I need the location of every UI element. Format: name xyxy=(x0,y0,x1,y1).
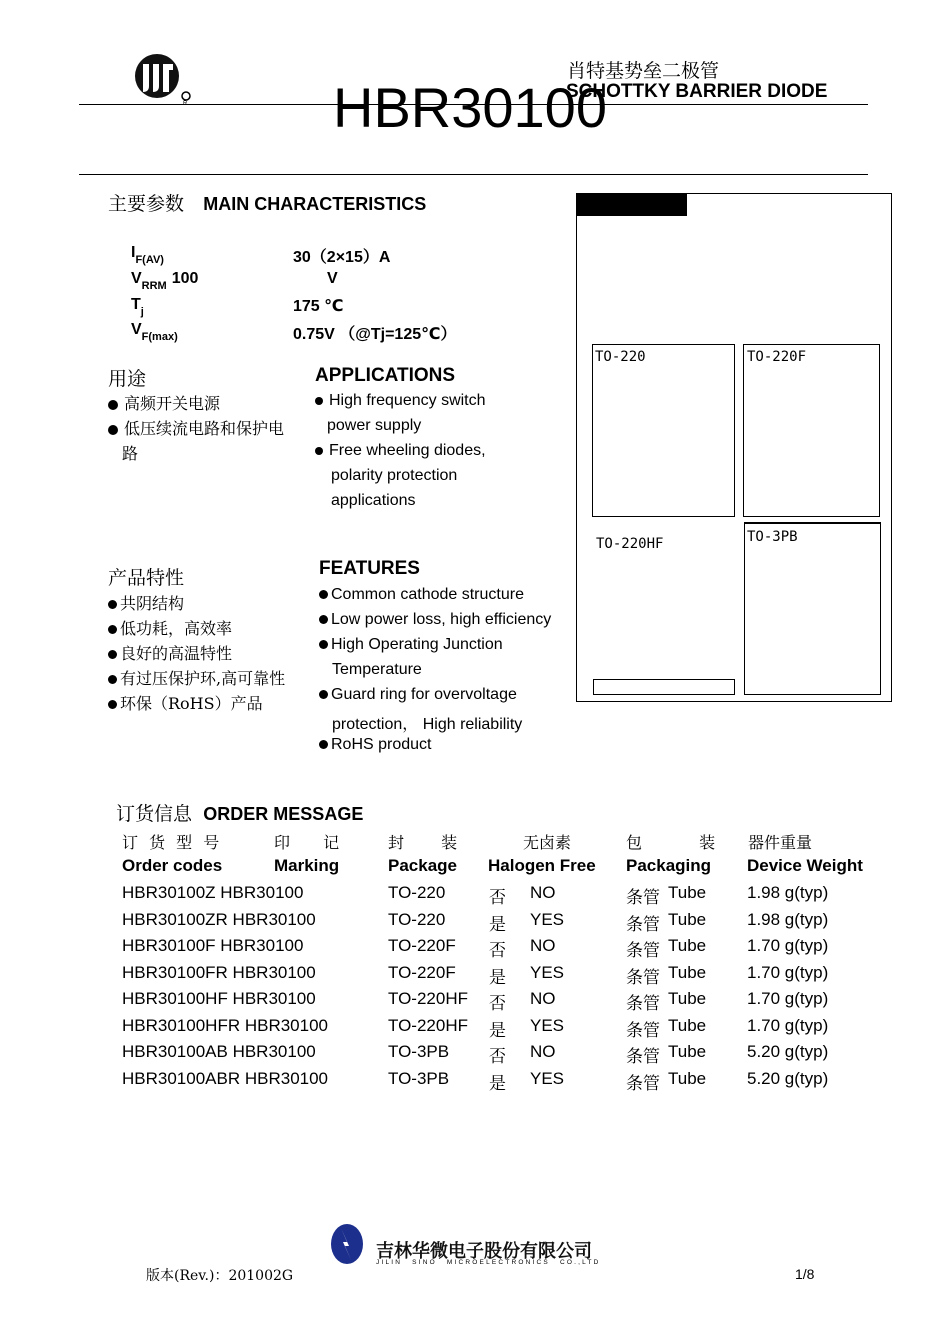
bullet-icon xyxy=(108,700,117,709)
table-row xyxy=(0,1016,950,1042)
table-cell: TO-220 xyxy=(388,909,446,929)
order-heading-cn: 订货信息 xyxy=(116,803,193,825)
package-label: TO-220 xyxy=(595,349,646,365)
table-cell: NO xyxy=(530,989,556,1008)
table-cell: TO-220HF xyxy=(388,1015,468,1035)
feature-en-text: Low power loss, high efficiency xyxy=(331,611,552,628)
param-symbol xyxy=(131,296,144,318)
bullet-icon xyxy=(108,400,118,410)
title-en: SCHOTTKY BARRIER DIODE xyxy=(566,81,828,102)
table-cell: HBR30100ZR HBR30100 xyxy=(122,909,316,929)
section-rule xyxy=(79,174,868,175)
header-cell: Marking xyxy=(274,856,340,875)
feature-en-text: protection， High reliability xyxy=(332,716,523,733)
table-cell: TO-220F xyxy=(388,962,456,982)
param-symbol xyxy=(131,270,198,292)
param-symbol-subscript: j xyxy=(140,306,144,318)
param-symbol-subscript: RRM xyxy=(141,280,167,292)
revision-text: 版本(Rev.)：201002G xyxy=(146,1268,294,1284)
header-cell: 包 装 xyxy=(626,833,716,852)
feature-cn-text: 良好的高温特性 xyxy=(120,644,233,663)
feature-en-item xyxy=(319,686,517,704)
table-cell: 条管 xyxy=(626,1047,660,1067)
param-symbol-letter: T xyxy=(131,296,141,313)
table-cell: Tube xyxy=(668,909,707,929)
table-cell: Tube xyxy=(668,883,707,902)
header-cell: Package xyxy=(388,856,457,875)
bullet-icon xyxy=(319,590,328,599)
part-number: HBR30100 xyxy=(333,76,607,139)
table-cell: HBR30100AB HBR30100 xyxy=(122,1042,316,1061)
header-cell: 器件重量 xyxy=(748,833,813,852)
feature-cn-item xyxy=(108,641,232,664)
package-label: TO-3PB xyxy=(747,529,798,545)
feature-en-item xyxy=(332,711,522,734)
feature-en-item xyxy=(319,636,503,654)
feature-cn-text: 低功耗，高效率 xyxy=(120,619,233,638)
heading-cn: 主要参数 xyxy=(108,193,185,215)
table-row xyxy=(0,1069,950,1095)
app-en-item: power supply xyxy=(327,417,422,434)
footer-company-cn: 吉林华微电子股份有限公司 xyxy=(376,1241,592,1261)
bullet-icon xyxy=(108,425,118,435)
package-box-to220hf xyxy=(593,679,735,695)
app-en-item: Free wheeling diodes, xyxy=(315,442,486,460)
table-cell: Tube xyxy=(668,1015,707,1035)
app-cn-item: 高频开关电源 xyxy=(108,391,220,414)
param-symbol-extra: 100 xyxy=(171,270,199,287)
feature-en-text: RoHS product xyxy=(331,736,432,753)
table-row xyxy=(0,963,950,989)
table-cell: NO xyxy=(530,1042,556,1061)
table-cell: 条管 xyxy=(626,941,660,961)
bullet-icon xyxy=(319,740,328,749)
table-cell: 条管 xyxy=(626,1073,660,1094)
footer-company-en: JILIN SINO MICROELECTRONICS CO.,LTD xyxy=(376,1259,601,1266)
feature-cn-item xyxy=(108,691,263,714)
bullet-icon xyxy=(108,625,117,634)
features-heading-cn: 产品特性 xyxy=(108,567,185,589)
feature-en-text: Guard ring for overvoltage xyxy=(331,686,517,703)
table-cell: 否 xyxy=(489,1047,506,1067)
package-label: TO-220HF xyxy=(596,536,664,552)
table-cell: Tube xyxy=(668,962,707,982)
table-cell: 5.20 g(typ) xyxy=(747,1068,829,1088)
title-cn: 肖特基势垒二极管 xyxy=(567,60,720,82)
table-cell: HBR30100F HBR30100 xyxy=(122,936,304,955)
table-cell: YES xyxy=(530,962,565,982)
table-cell: YES xyxy=(530,1015,565,1035)
applications-heading-cn: 用途 xyxy=(108,368,147,390)
bullet-icon xyxy=(315,447,323,455)
param-symbol xyxy=(131,244,164,266)
header-cell: 封 装 xyxy=(388,833,458,852)
header-cell: 无卤素 xyxy=(523,833,572,852)
bullet-icon xyxy=(108,675,117,684)
table-cell: 条管 xyxy=(626,1020,660,1041)
param-symbol-subscript: F(AV) xyxy=(135,254,164,266)
table-cell: 1.70 g(typ) xyxy=(747,936,829,955)
table-cell: NO xyxy=(530,883,556,902)
order-heading-en: ORDER MESSAGE xyxy=(203,804,364,824)
feature-en-item xyxy=(319,736,432,754)
package-label: TO-220F xyxy=(747,349,807,365)
order-header-en xyxy=(0,856,950,882)
bullet-icon xyxy=(315,397,323,405)
features-heading-en: FEATURES xyxy=(319,558,420,579)
bullet-icon xyxy=(319,690,328,699)
feature-en-text: Temperature xyxy=(332,661,422,678)
package-panel-header-bar xyxy=(577,194,687,216)
header-cell: Device Weight xyxy=(747,856,863,875)
package-box-to220f xyxy=(743,344,880,517)
footer-page-number: 1/8 xyxy=(795,1266,815,1282)
table-cell: TO-3PB xyxy=(388,1042,450,1061)
app-en-item: polarity protection xyxy=(331,467,458,484)
param-symbol-subscript: F(max) xyxy=(141,331,178,343)
table-cell: HBR30100HFR HBR30100 xyxy=(122,1015,328,1035)
feature-en-item xyxy=(319,586,524,604)
table-cell: 条管 xyxy=(626,994,660,1014)
app-en-item: applications xyxy=(331,492,416,509)
table-cell: HBR30100HF HBR30100 xyxy=(122,989,316,1008)
table-cell: 条管 xyxy=(626,967,660,988)
table-cell: 否 xyxy=(489,941,506,961)
main-characteristics-heading xyxy=(108,189,426,216)
feature-en-item xyxy=(332,661,422,679)
table-row xyxy=(0,1042,950,1068)
feature-cn-text: 环保（RoHS）产品 xyxy=(120,694,263,713)
bullet-icon xyxy=(108,650,117,659)
table-cell: 条管 xyxy=(626,888,660,908)
table-cell: 1.98 g(typ) xyxy=(747,883,829,902)
param-symbol-letter: V xyxy=(131,321,142,338)
app-cn-item: 路 xyxy=(122,444,139,463)
table-cell: 是 xyxy=(489,967,506,988)
table-cell: TO-3PB xyxy=(388,1068,450,1088)
feature-en-text: Common cathode structure xyxy=(331,586,524,603)
company-logo xyxy=(133,52,193,104)
table-cell: YES xyxy=(530,909,565,929)
table-row xyxy=(0,883,950,909)
table-cell: 1.70 g(typ) xyxy=(747,962,829,982)
feature-cn-item xyxy=(108,591,184,614)
table-cell: NO xyxy=(530,936,556,955)
table-cell: 是 xyxy=(489,1073,506,1094)
header-cell: Order codes xyxy=(122,856,223,875)
header-cell: Packaging xyxy=(626,856,712,875)
bullet-icon xyxy=(108,600,117,609)
param-symbol-letter: I xyxy=(131,244,136,261)
param-symbol xyxy=(131,321,178,343)
footer-logo-icon xyxy=(330,1222,366,1266)
feature-cn-text: 有过压保护环,高可靠性 xyxy=(120,669,286,688)
table-cell: Tube xyxy=(668,1068,707,1088)
applications-heading-en: APPLICATIONS xyxy=(315,365,456,386)
param-value: 175 ℃ xyxy=(293,298,344,315)
order-header-cn xyxy=(0,830,950,856)
table-cell: 1.70 g(typ) xyxy=(747,989,829,1008)
table-cell: 否 xyxy=(489,888,506,908)
app-en-item: High frequency switch xyxy=(315,392,486,410)
param-symbol-letter: V xyxy=(131,270,142,287)
app-cn-item: 低压续流电路和保护电 xyxy=(108,416,284,439)
header-cell: 印 记 xyxy=(274,833,340,852)
table-cell: 否 xyxy=(489,994,506,1014)
table-cell: TO-220 xyxy=(388,883,446,902)
table-cell: Tube xyxy=(668,936,707,955)
package-box-to3pb xyxy=(744,522,881,695)
table-cell: 5.20 g(typ) xyxy=(747,1042,829,1061)
bullet-icon xyxy=(319,615,328,624)
feature-cn-text: 共阴结构 xyxy=(120,594,185,613)
order-heading xyxy=(116,799,363,826)
feature-cn-item xyxy=(108,666,285,689)
header-cell: 订 货 型 号 xyxy=(122,833,223,852)
table-cell: 是 xyxy=(489,914,506,935)
footer-revision xyxy=(146,1265,293,1285)
heading-en: MAIN CHARACTERISTICS xyxy=(203,194,427,214)
table-cell: 条管 xyxy=(626,914,660,935)
table-row xyxy=(0,936,950,962)
feature-cn-item xyxy=(108,616,232,639)
table-cell: 是 xyxy=(489,1020,506,1041)
package-box-to220 xyxy=(592,344,735,517)
table-cell: HBR30100ABR HBR30100 xyxy=(122,1068,329,1088)
table-cell: HBR30100Z HBR30100 xyxy=(122,883,304,902)
table-cell: TO-220F xyxy=(388,936,456,955)
param-value: 0.75V （@Tj=125℃） xyxy=(293,326,457,343)
param-value: 30（2×15）A xyxy=(293,249,391,266)
table-row xyxy=(0,989,950,1015)
table-cell: Tube xyxy=(668,989,707,1008)
bullet-icon xyxy=(319,640,328,649)
table-cell: YES xyxy=(530,1068,565,1088)
table-cell: Tube xyxy=(668,1042,707,1061)
table-cell: TO-220HF xyxy=(388,989,468,1008)
table-cell: 1.70 g(typ) xyxy=(747,1015,829,1035)
table-row xyxy=(0,910,950,936)
table-cell: HBR30100FR HBR30100 xyxy=(122,962,316,982)
feature-en-text: High Operating Junction xyxy=(331,636,503,653)
feature-en-item xyxy=(319,611,551,629)
header-cell: Halogen Free xyxy=(488,856,596,875)
param-value: V xyxy=(327,270,338,287)
table-cell: 1.98 g(typ) xyxy=(747,909,829,929)
